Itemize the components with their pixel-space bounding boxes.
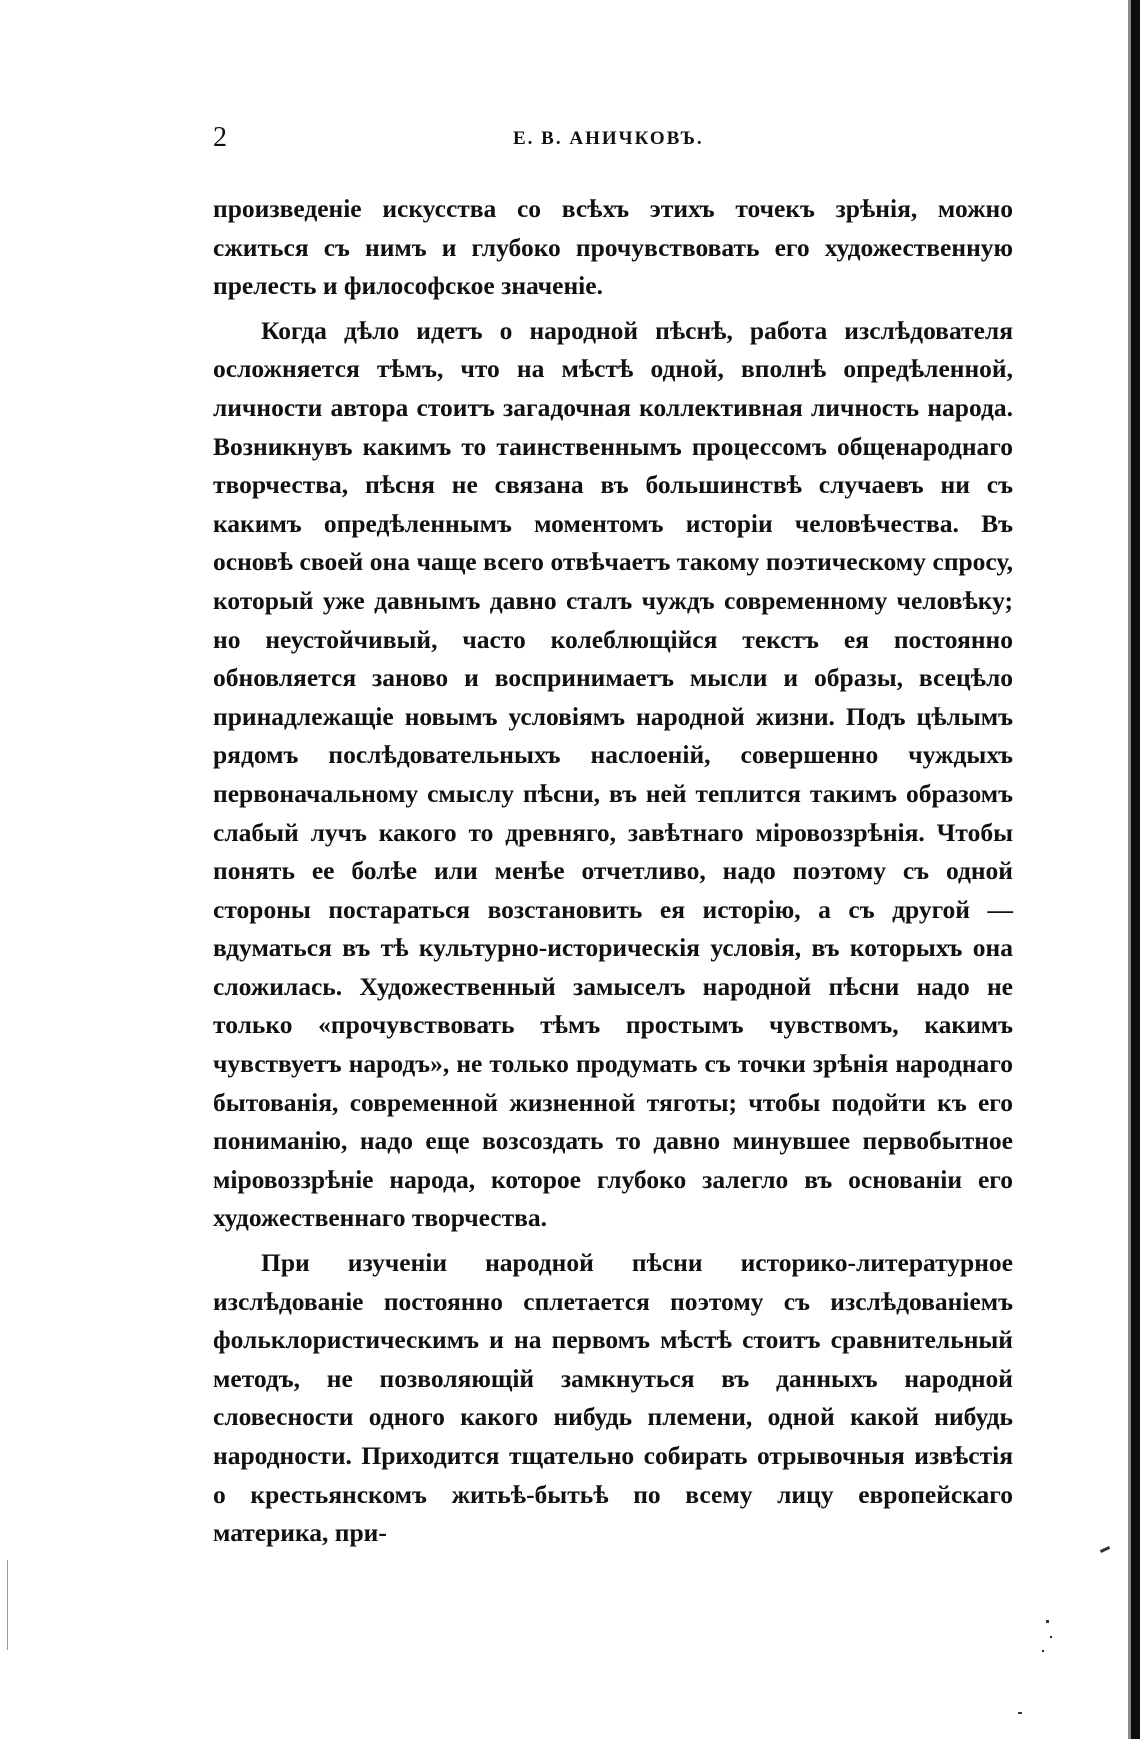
paragraph-3: При изученіи народной пѣсни историко-литературное изслѣдованіе постоянно сплетается поэтому съ изслѣдованіемъ фольклористическимъ и на первомъ мѣстѣ стоитъ сравнительный методъ, не позволяющій замкнуться въ данныхъ народной словесности одного какого нибудь племени, одной какой нибудь народности. Приходится тщательно собирать отрывочныя извѣстія о крестьянскомъ житьѣ-бытьѣ по всему лицу европейскаго материка, при- <box>213 1248 1013 1548</box>
body-text <box>213 190 1013 1553</box>
running-head: Е. В. АНИЧКОВЪ. <box>513 128 704 149</box>
scan-speck <box>1018 1712 1022 1714</box>
scan-speck <box>1100 1546 1110 1553</box>
paragraph-2: Когда дѣло идетъ о народной пѣснѣ, работа изслѣдователя осложняется тѣмъ, что на мѣстѣ одной, вполнѣ опредѣленной, личности автора стоитъ загадочная коллективная личность народа. Возникнувъ какимъ то таинственнымъ процессомъ общенароднаго творчества, пѣсня не связана въ большинствѣ случаевъ ни съ какимъ опредѣленнымъ моментомъ исторіи человѣчества. Въ основѣ своей она чаще всего отвѣчаетъ такому поэтическому спросу, который уже давнымъ давно сталъ чуждъ современному человѣку; но неустойчивый, часто колеблющійся текстъ ея постоянно обновляется заново и воспринимаетъ мысли и образы, всецѣло принадлежащіе новымъ условіямъ народной жизни. Подъ цѣлымъ рядомъ послѣдовательныхъ наслоеній, совершенно чуждыхъ первоначальному смыслу пѣсни, въ ней теплится такимъ образомъ слабый лучъ какого то древняго, завѣтнаго міровоззрѣнія. Чтобы понять ее болѣе или менѣе отчетливо, надо поэтому съ одной стороны постараться возстановить ея исторію, а съ другой — вдуматься въ тѣ культурно-историческія условія, въ которыхъ она сложилась. Художественный замыселъ народной пѣсни надо не только «прочувствовать тѣмъ простымъ чувствомъ, какимъ чувствуетъ народъ», не только продумать съ точки зрѣнія народнаго бытованія, современной жизненной тяготы; чтобы подойти къ его пониманію, надо еще возсоздать то давно минувшее первобытное міровоззрѣніе народа, которое глубоко залегло въ основаніи его художественнаго творчества. <box>213 315 1013 1233</box>
scan-speck <box>1050 1636 1052 1638</box>
page-edge-shadow <box>1131 0 1140 1739</box>
scan-speck <box>1046 1620 1049 1623</box>
page-header <box>213 122 1013 162</box>
scan-mark <box>7 1560 8 1650</box>
page-edge-fade <box>1128 0 1131 1739</box>
paragraph-1: произведеніе искусства со всѣхъ этихъ точекъ зрѣнія, можно сжиться съ нимъ и глубоко прочувствовать его художественную прелесть и философское значеніе. <box>213 194 1013 301</box>
page-number: 2 <box>213 122 227 153</box>
scan-speck <box>1042 1650 1044 1652</box>
